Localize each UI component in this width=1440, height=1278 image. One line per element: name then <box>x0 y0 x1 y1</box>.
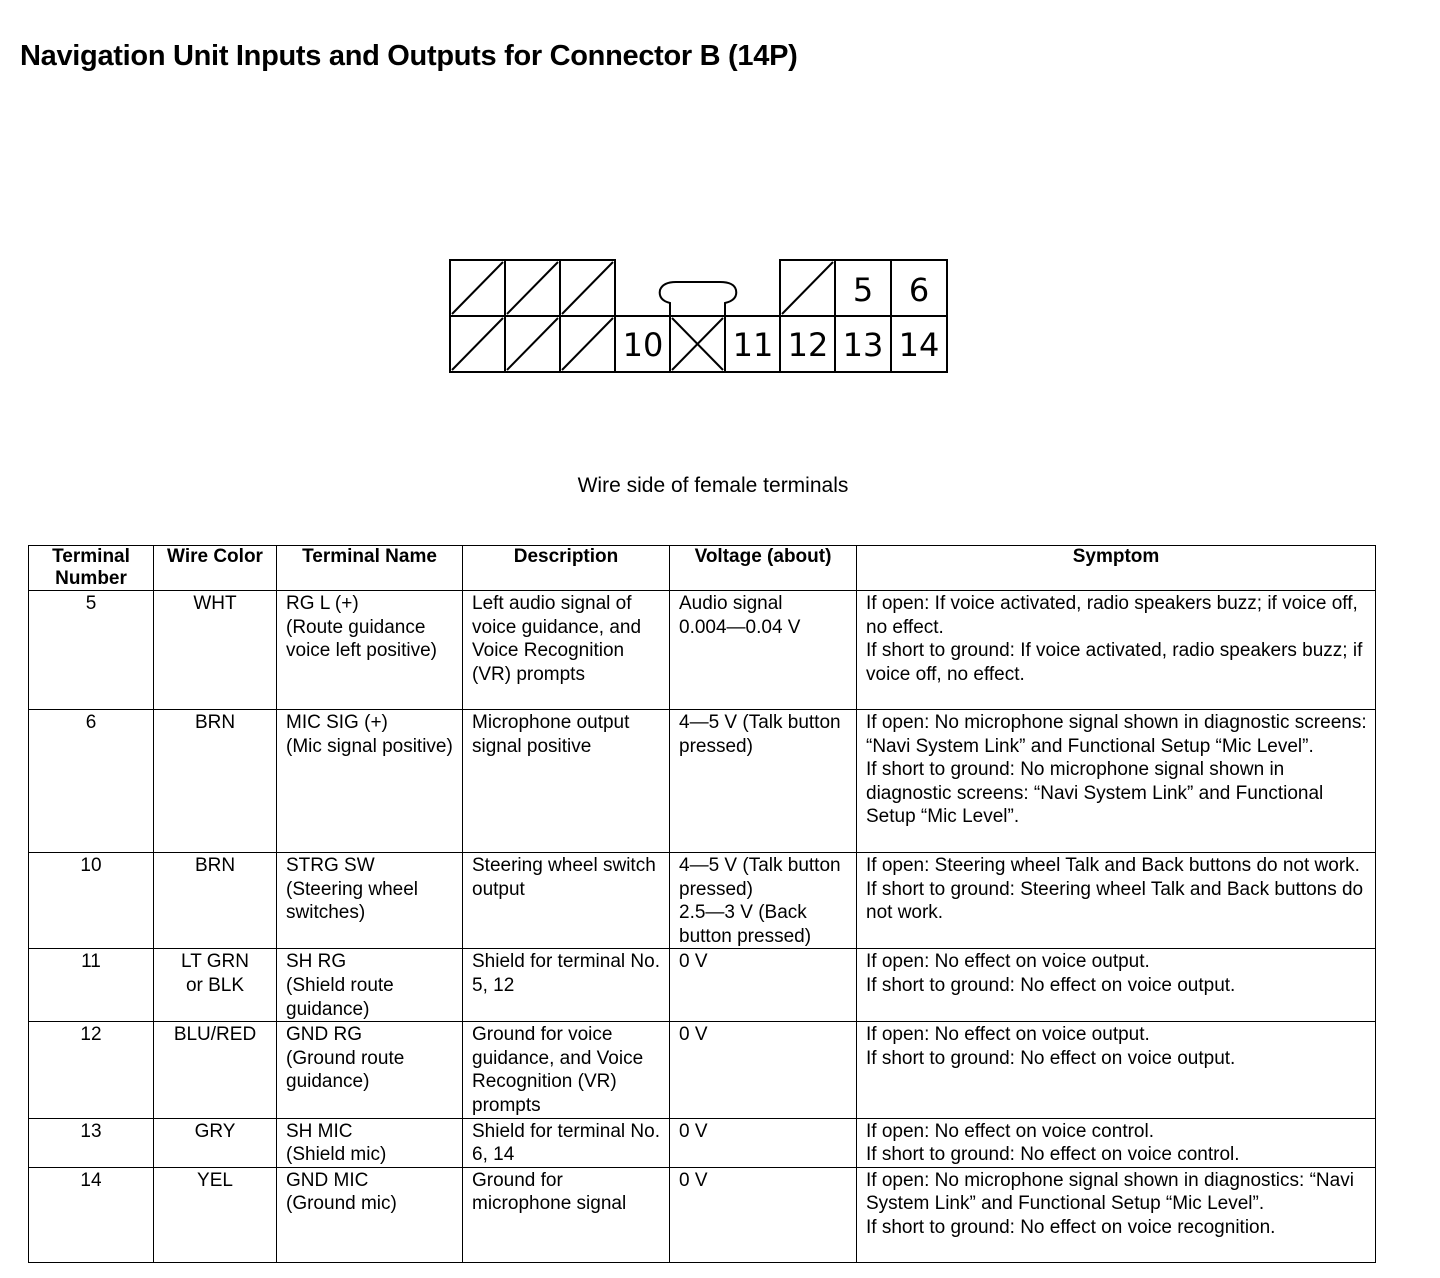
io-table <box>28 545 1376 1263</box>
diagram-caption: Wire side of female terminals <box>577 474 849 497</box>
cell-terminal-name: GND RG (Ground route guidance) <box>277 1022 463 1118</box>
pin-14-label: 14 <box>898 326 940 364</box>
cell-description: Left audio signal of voice guidance, and Voice Recognition (VR) prompts <box>463 591 670 710</box>
cell-symptom: If open: No effect on voice output. If short to ground: No effect on voice output. <box>857 1022 1376 1118</box>
cell-terminal: 5 <box>29 591 154 710</box>
cell-voltage: 0 V <box>670 1167 857 1262</box>
cell-terminal-name: SH MIC (Shield mic) <box>277 1118 463 1167</box>
cell-wire-color: BLU/RED <box>154 1022 277 1118</box>
cell-terminal-name: SH RG (Shield route guidance) <box>277 949 463 1022</box>
cell-symptom: If open: No effect on voice output. If short to ground: No effect on voice output. <box>857 949 1376 1022</box>
table-row <box>29 710 1376 853</box>
cell-terminal-name: STRG SW (Steering wheel switches) <box>277 853 463 949</box>
pin-5-label: 5 <box>852 271 874 309</box>
cell-wire-color: BRN <box>154 853 277 949</box>
cell-terminal-name: GND MIC (Ground mic) <box>277 1167 463 1262</box>
pin-10-label: 10 <box>622 326 664 364</box>
header-voltage: Voltage (about) <box>670 546 857 591</box>
cell-terminal: 10 <box>29 853 154 949</box>
cell-symptom: If open: No microphone signal shown in diagnostics: “Navi System Link” and Functional Setup “Mic Level”. If short to ground: No effect on voice recognition. <box>857 1167 1376 1262</box>
header-wire-color: Wire Color <box>154 546 277 591</box>
cell-terminal-name: RG L (+) (Route guidance voice left positive) <box>277 591 463 710</box>
cell-voltage: 4—5 V (Talk button pressed) <box>670 710 857 853</box>
cell-symptom: If open: Steering wheel Talk and Back buttons do not work. If short to ground: Steering wheel Talk and Back buttons do not work. <box>857 853 1376 949</box>
cell-description: Ground for microphone signal <box>463 1167 670 1262</box>
pin-11-label: 11 <box>732 326 774 364</box>
table-header-row <box>29 546 1376 591</box>
table-row <box>29 853 1376 949</box>
header-terminal-number: Terminal Number <box>29 546 154 591</box>
cell-wire-color: WHT <box>154 591 277 710</box>
cell-wire-color: BRN <box>154 710 277 853</box>
cell-terminal: 6 <box>29 710 154 853</box>
pin-13-label: 13 <box>842 326 884 364</box>
cell-symptom: If open: No effect on voice control. If short to ground: No effect on voice control. <box>857 1118 1376 1167</box>
cell-symptom: If open: If voice activated, radio speakers buzz; if voice off, no effect. If short to ground: If voice activated, radio speakers buzz; if voice off, no effect. <box>857 591 1376 710</box>
cell-wire-color: YEL <box>154 1167 277 1262</box>
header-symptom: Symptom <box>857 546 1376 591</box>
pin-6-label: 6 <box>908 271 930 309</box>
cell-description: Microphone output signal positive <box>463 710 670 853</box>
table-row <box>29 949 1376 1022</box>
cell-description: Steering wheel switch output <box>463 853 670 949</box>
page-title: Navigation Unit Inputs and Outputs for Connector B (14P) <box>20 40 798 72</box>
cell-voltage: Audio signal 0.004—0.04 V <box>670 591 857 710</box>
cell-voltage: 0 V <box>670 949 857 1022</box>
cell-terminal: 12 <box>29 1022 154 1118</box>
header-description: Description <box>463 546 670 591</box>
header-terminal-name: Terminal Name <box>277 546 463 591</box>
cell-description: Shield for terminal No. 5, 12 <box>463 949 670 1022</box>
connector-diagram <box>448 258 950 374</box>
cell-wire-color: GRY <box>154 1118 277 1167</box>
table-row <box>29 1022 1376 1118</box>
connector-face <box>448 258 950 374</box>
pin-12-label: 12 <box>787 326 829 364</box>
cell-terminal-name: MIC SIG (+) (Mic signal positive) <box>277 710 463 853</box>
cell-wire-color: LT GRN or BLK <box>154 949 277 1022</box>
table-row <box>29 1118 1376 1167</box>
cell-voltage: 0 V <box>670 1118 857 1167</box>
cell-voltage: 4—5 V (Talk button pressed) 2.5—3 V (Back button pressed) <box>670 853 857 949</box>
cell-terminal: 11 <box>29 949 154 1022</box>
cell-description: Shield for terminal No. 6, 14 <box>463 1118 670 1167</box>
locking-tab <box>660 282 737 316</box>
table-row <box>29 1167 1376 1262</box>
cell-terminal: 14 <box>29 1167 154 1262</box>
cell-voltage: 0 V <box>670 1022 857 1118</box>
cell-description: Ground for voice guidance, and Voice Recognition (VR) prompts <box>463 1022 670 1118</box>
table-row <box>29 591 1376 710</box>
cell-terminal: 13 <box>29 1118 154 1167</box>
cell-symptom: If open: No microphone signal shown in diagnostic screens: “Navi System Link” and Functional Setup “Mic Level”. If short to ground: No microphone signal shown in diagnostic screens: “Navi System Link” and Functional Setup “Mic Level”. <box>857 710 1376 853</box>
